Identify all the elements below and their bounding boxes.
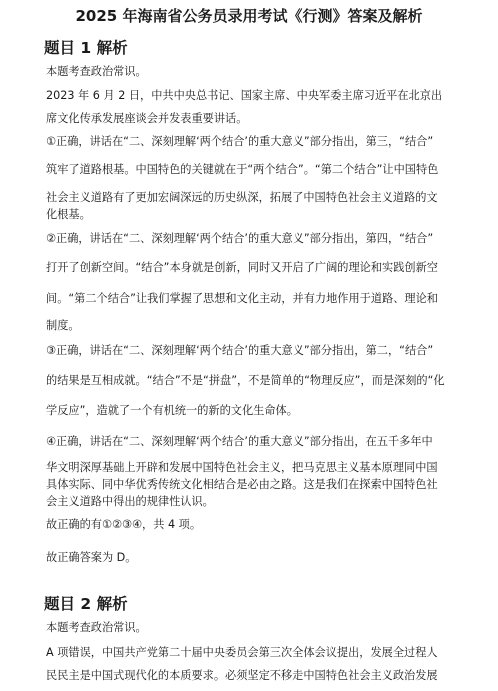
q1-line-11: 制度。 (46, 319, 80, 332)
q2-line-3: 民民主是中国式现代化的本质要求。必须坚定不移走中国特色社会主义政治发展 (46, 669, 438, 682)
q2-line-1: 本题考查政治常识。 (46, 621, 147, 634)
q1-line-15: ④正确，讲话在“二、深刻理解‘两个结合’的重大意义”部分指出，在五千多年中 (46, 435, 433, 448)
question-1-heading: 题目 1 解析 (44, 39, 128, 57)
q1-line-9: 打开了创新空间。“结合”本身就是创新，同时又开启了广阔的理论和实践创新空 (46, 261, 438, 274)
q1-line-16: 华文明深厚基础上开辟和发展中国特色社会主义，把马克思主义基本原理同中国 (46, 461, 438, 474)
q2-line-2: A 项错误，中国共产党第二十届中央委员会第三次全体会议提出，发展全过程人 (46, 646, 438, 659)
q1-line-6: 社会主义道路有了更加宏阔深远的历史纵深，拓展了中国特色社会主义道路的文 (46, 191, 438, 204)
q1-line-4: ①正确，讲话在“二、深刻理解‘两个结合’的重大意义”部分指出，第三，“结合” (46, 135, 434, 148)
q1-line-3: 席文化传承发展座谈会并发表重要讲话。 (46, 112, 248, 125)
document-title: 2025 年海南省公务员录用考试《行测》答案及解析 (75, 7, 423, 25)
q1-line-20: 故正确答案为 D。 (46, 551, 137, 564)
q1-line-8: ②正确，讲话在“二、深刻理解‘两个结合’的重大意义”部分指出，第四，“结合” (46, 232, 434, 245)
q1-line-5: 筑牢了道路根基。中国特色的关键就在于“两个结合”。“第二个结合”让中国特色 (46, 163, 439, 176)
q1-line-18: 会主义道路中得出的规律性认识。 (46, 495, 214, 508)
question-2-heading: 题目 2 解析 (44, 595, 128, 613)
q1-line-10: 间。“第二个结合”让我们掌握了思想和文化主动，并有力地作用于道路、理论和 (46, 292, 438, 305)
q1-line-13: 的结果是互相成就。“结合”不是“拼盘”，不是简单的“物理反应”，而是深刻的“化 (46, 374, 445, 387)
q1-line-14: 学反应”，造就了一个有机统一的新的文化生命体。 (46, 404, 298, 417)
q1-line-12: ③正确，讲话在“二、深刻理解‘两个结合’的重大意义”部分指出，第二，“结合” (46, 344, 434, 357)
q1-line-2: 2023 年 6 月 2 日，中共中央总书记、国家主席、中央军委主席习近平在北京出 (46, 89, 443, 102)
q1-line-17: 具体实际、同中华优秀传统文化相结合是必由之路。这是我们在探索中国特色社 (46, 478, 438, 491)
q1-line-1: 本题考查政治常识。 (46, 65, 147, 78)
q1-line-19: 故正确的有①②③④，共 4 项。 (46, 518, 202, 531)
q1-line-7: 化根基。 (46, 208, 91, 221)
